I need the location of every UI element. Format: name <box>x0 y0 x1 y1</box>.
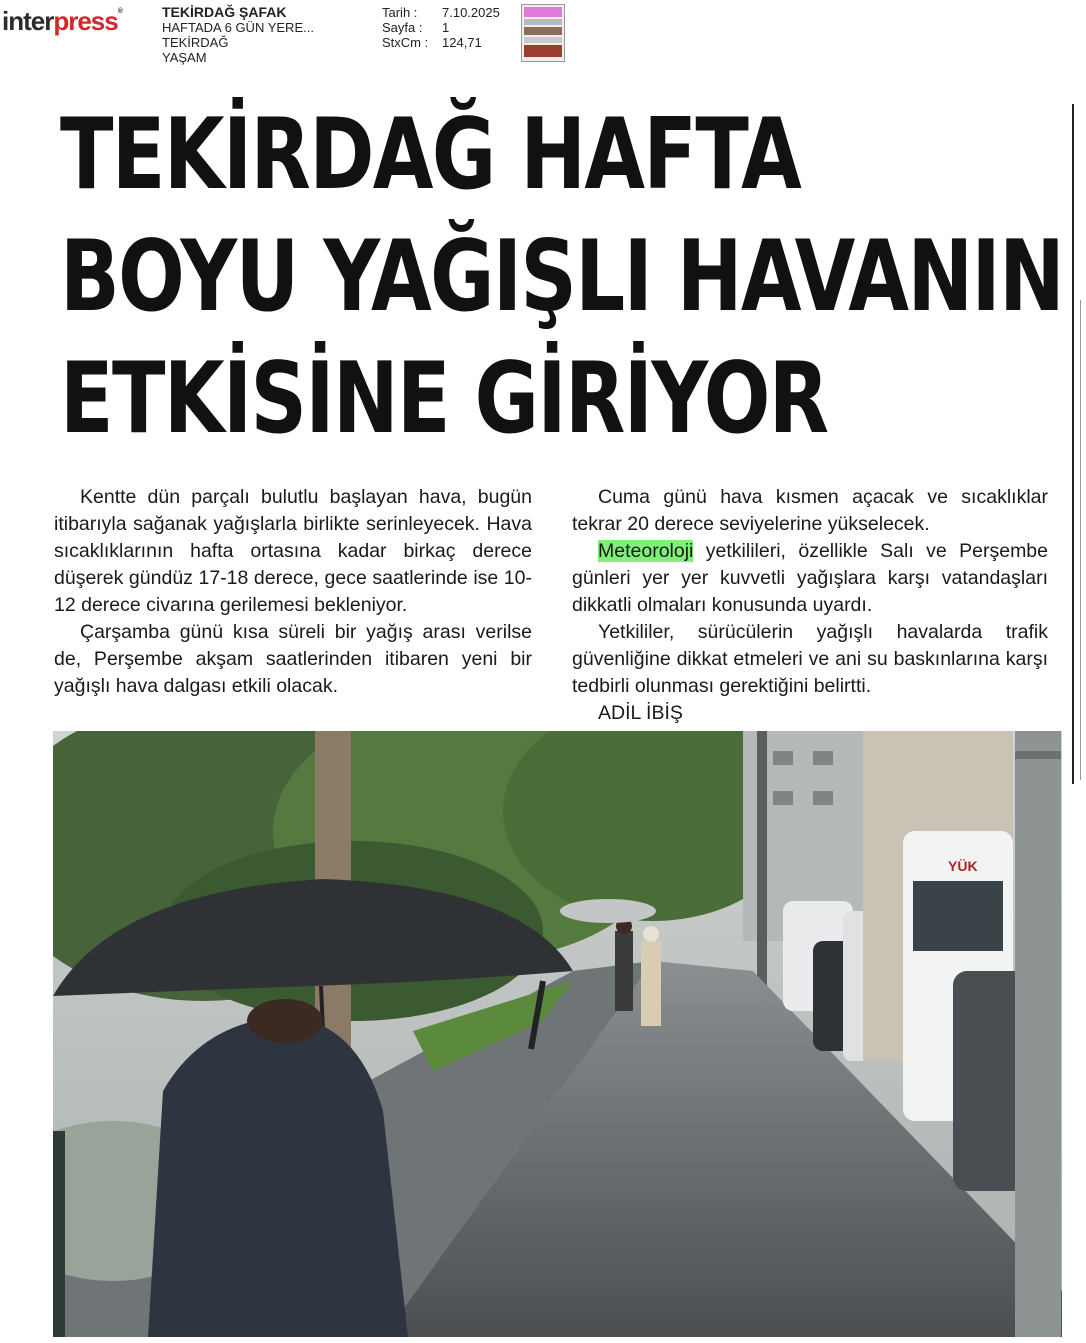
date-label: Tarih : <box>382 5 418 20</box>
stxcm-label: StxCm : <box>382 35 429 50</box>
paragraph: Kentte dün parçalı bulutlu başlayan hava, bugün itibarıyla sağanak yağışlarla birlikte serinleyecek. Hava sıcaklıklarının hafta ortasına kadar birkaç derece düşerek gündüz 17-18 derece, gece saatlerinde ise 10-12 derece civarına gerilemesi bekleniyor. <box>54 486 532 616</box>
headline-line-2: BOYU YAĞIŞLI HAVANIN <box>60 220 1064 334</box>
date-value: 7.10.2025 <box>442 5 500 20</box>
publication-section: YAŞAM <box>162 50 207 65</box>
headline-line-3: ETKİSİNE GİRİYOR <box>60 342 828 456</box>
page-edge-line <box>1072 104 1074 784</box>
byline: ADİL İBİŞ <box>598 702 683 724</box>
truck-sign-text: YÜK <box>948 858 978 874</box>
page-thumbnail <box>521 4 565 62</box>
publication-frequency: HAFTADA 6 GÜN YERE... <box>162 20 314 35</box>
publication-city: TEKİRDAĞ <box>162 35 229 50</box>
publication-info <box>162 5 314 65</box>
paragraph <box>572 538 1048 619</box>
interpress-logo: interpress® <box>2 6 122 36</box>
rainy-street-illustration <box>53 731 1062 1337</box>
paragraph: Yetkililer, sürücülerin yağışlı havalarda trafik güvenliğine dikkat etmeleri ve ani su baskınlarına karşı tedbirli olunması gerektiğini belirtti. <box>572 621 1048 697</box>
article-column-left <box>54 484 532 700</box>
page-label: Sayfa : <box>382 20 423 35</box>
page-value: 1 <box>442 20 450 35</box>
paragraph: Cuma günü hava kısmen açacak ve sıcaklıklar tekrar 20 derece seviyelerine yükselecek. <box>572 486 1048 535</box>
clipping-meta <box>382 5 500 50</box>
paragraph-rest: yetkilileri, özellikle Salı ve Perşembe günleri yer yer kuvvetli yağışlara karşı vatandaşları dikkatli olmaları konusunda uyardı. <box>572 540 1048 616</box>
highlighted-word: Meteoroloji <box>598 540 694 562</box>
article-column-right <box>572 484 1048 727</box>
headline-line-1: TEKİRDAĞ HAFTA <box>60 98 801 212</box>
headline <box>60 94 1064 460</box>
paragraph: Çarşamba günü kısa süreli bir yağış arası verilse de, Perşembe akşam saatlerinden itibaren yeni bir yağışlı hava dalgası etkili olacak. <box>54 621 532 697</box>
article-photo <box>53 731 1062 1337</box>
stxcm-value: 124,71 <box>442 35 482 50</box>
publication-name: TEKİRDAĞ ŞAFAK <box>162 4 287 20</box>
page-edge-line-secondary <box>1080 300 1081 780</box>
